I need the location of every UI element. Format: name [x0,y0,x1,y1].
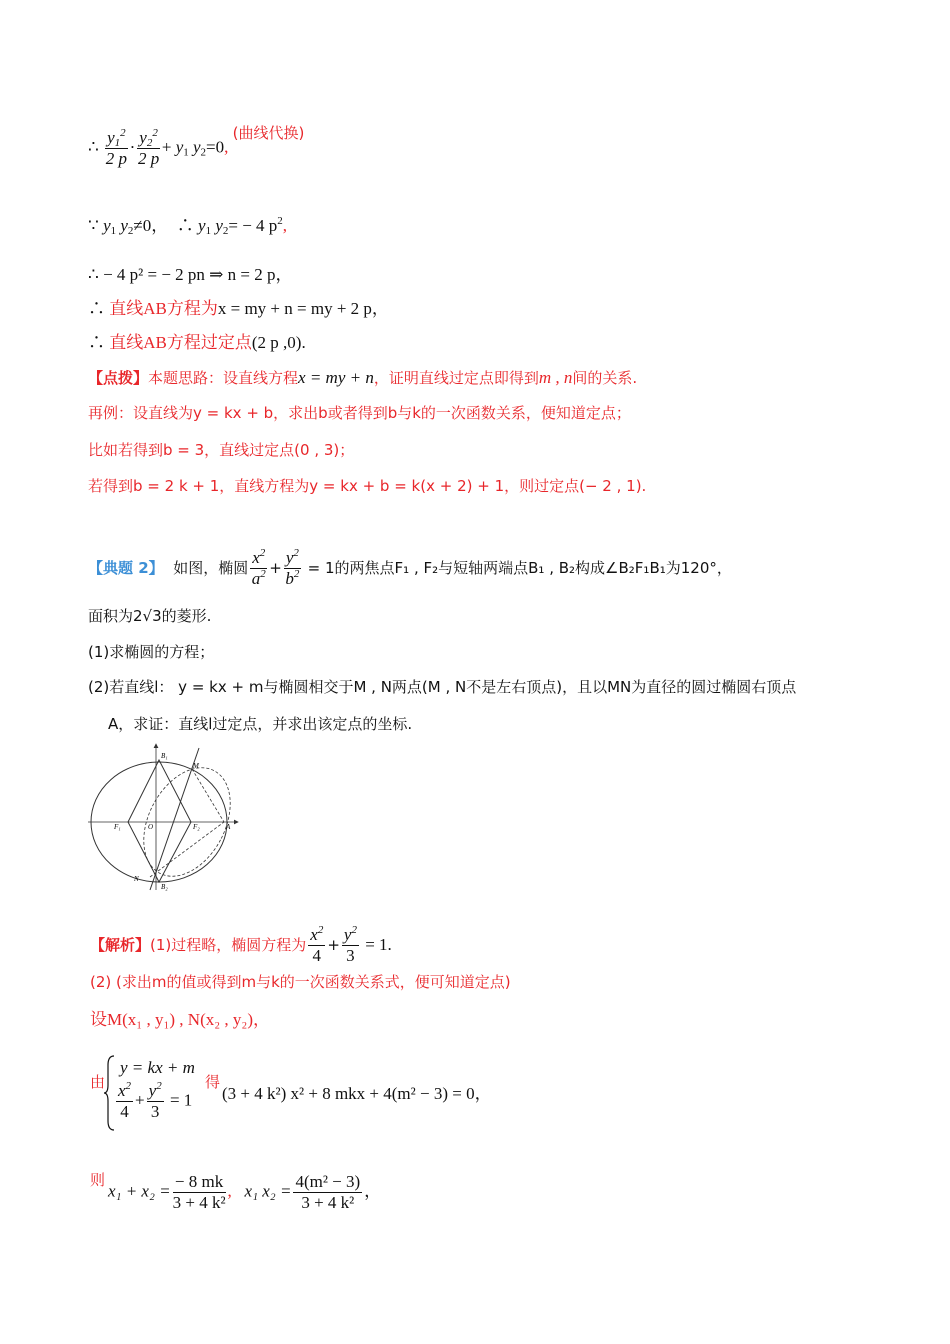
solution-1-text: (1)过程略，椭圆方程为 [150,936,307,954]
question-2-cont-text: A，求证：直线l过定点，并求出该定点的坐标. [108,715,413,733]
segment-MA [192,769,224,822]
problem-line-2 [88,606,211,626]
label-B1: B₁ [161,752,168,760]
question-2-text: (2)若直线l： y = kx + m与椭圆相交于M , N两点(M , N不是左右顶点)，且以MN为直径的圆过椭圆右顶点 [88,678,797,696]
example-1-line [88,440,354,460]
example-1-text: 比如若得到b = 3，直线过定点(0 , 3)； [88,441,355,459]
result-text: = − 4 p [228,216,278,235]
problem-line-1: 【典题 2】 如图，椭圆 $\frac{x^2}{a^2}$ + $\frac{y^2}{b^2}$ = 1的两焦点F₁ , F₂与短轴两端点B₁ , B₂构成∠B₂F₁B₁为120°， [88,547,732,588]
label: 直线AB方程过定点 [109,333,252,352]
fraction-sum [173,1172,226,1213]
fraction-prod [293,1172,362,1213]
solution-2-text: (2) (求出m的值或得到m与k的一次函数关系式，便可知道定点) [90,973,511,991]
question-2 [88,677,796,697]
eq-line-2: ∵ $y_1$ $y_2\ne 0$， ∴ $y_1$ $y_2= - 4$ $p^2$, [88,215,288,237]
problem-intro: 如图，椭圆 [173,559,249,577]
fraction-x2-a2: $\frac{x^2}{a^2}$ [251,547,266,588]
because-symbol: ∵ [88,216,99,235]
neq-zero: ≠0， [133,216,169,235]
sys-line-1 [120,1058,195,1078]
label-O: O [148,823,154,831]
label-N: N [134,875,139,883]
solution-line-2 [90,972,511,992]
again-line [88,403,631,423]
quadratic-result [222,1084,492,1104]
therefore-symbol-2: ∴ [176,216,194,235]
again-text: 再例：设直线为y = kx + b，求出b或者得到b与k的一次函数关系，便知道定点； [88,404,631,422]
vieta-line: x₁ + x₂ = $\frac{- 8 mk}{\text{3 + 4 k²}}$ , x₁ x₂ = $\frac{\text{4(m² − 3)}}{\text{3 + 4 k²}}$ ， [108,1172,382,1212]
ze-text: 则 [90,1171,106,1189]
fraction-x2-4b: $\frac{x^2}{4}$ [118,1080,132,1121]
label-B2: B₂ [161,883,168,891]
prefix: ∴ [88,299,110,318]
label-A: A [226,823,231,831]
sys-prefix: 由 [90,1073,106,1091]
problem-line-2-text: 面积为2√3的菱形. [88,607,212,625]
eq-line-3 [88,265,293,285]
vieta-end: ， [364,1181,382,1201]
question-2-cont [108,714,412,734]
eq-line-1: ∴ $\frac{y_1^2}{2 p}$ · $\frac{y_2^2}{2 p}$ + $y_1$ $y_2=0$, (曲线代换) [88,124,305,168]
quadratic-result-text: (3 + 4 k²) x² + 8 mkx + 4(m² − 3) = 0， [222,1084,492,1103]
solution-3-text: 设M(x₁ , y₁) , N(x₂ , y₂)， [90,1010,270,1029]
therefore-symbol: ∴ [88,137,99,157]
label-F2: F₂ [193,823,200,831]
sys-line-2: $\frac{x^2}{4}$ + $\frac{y^2}{3}$ = 1 [118,1080,193,1121]
problem-eq-rest: = 1的两焦点F₁ , F₂与短轴两端点B₁ , B₂构成∠B₂F₁B₁为120°， [302,559,732,577]
point: (2 p ,0). [251,333,306,352]
sys-line-1-text: y = kx + m [120,1058,195,1077]
hint-text-1: 本题思路：设直线方程 [148,369,299,387]
hint-text-3: 间的关系. [572,369,638,387]
eq-line-5 [88,333,306,353]
note-curve-substitution: (曲线代换) [232,124,305,143]
label: 直线AB方程为 [109,299,218,318]
hint-eq: x = my + n [298,368,374,387]
de-text: 得 [205,1073,221,1091]
sys-line-2-end: = 1 [165,1090,193,1110]
fraction-y2-3: $\frac{y^2}{3}$ [343,924,357,965]
hint-vars: m , n [538,368,573,387]
sum-den: 3 + 4 k² [172,1193,226,1212]
ellipse-figure [86,742,242,892]
sum-num: − 8 mk [173,1172,226,1193]
label-M: M [193,762,199,770]
fraction-y2-3b: $\frac{y^2}{3}$ [148,1080,162,1121]
hint-line [88,368,637,388]
sum-lhs: x₁ + x₂ = [108,1181,171,1201]
solution-line-3 [90,1010,270,1030]
eq-line-3-text: ∴ − 4 p² = − 2 pn ⇒ n = 2 p， [88,265,293,284]
eq-line-4 [88,299,389,319]
prod-lhs: x₁ x₂ = [244,1181,292,1201]
question-1 [88,642,214,662]
label-F1: F₁ [114,823,121,831]
example-2-line [88,476,646,496]
hint-tag: 【点拨】 [88,369,149,387]
solution-line-1: 【解析】(1)过程略，椭圆方程为 $\frac{x^2}{4}$ + $\frac{y^2}{3}$ = 1. [90,924,392,965]
equation: x = my + n = my + 2 p， [217,299,389,318]
prod-num: 4(m² − 3) [295,1172,361,1191]
fraction-y2: $\frac{y_2^2}{2 p}$ [137,127,160,168]
solution-tag: 【解析】 [90,936,151,954]
fraction-x2-4: $\frac{x^2}{4}$ [310,924,324,965]
question-1-text: (1)求椭圆的方程； [88,643,215,661]
hint-text-2: ，证明直线过定点即得到 [373,369,539,387]
example-2-text: 若得到b = 2 k + 1，直线方程为y = kx + b = k(x + 2) + 1，则过定点(− 2 , 1). [88,477,647,495]
fraction-y1: $\frac{y_1^2}{2 p}$ [105,127,127,168]
prod-den: 3 + 4 k² [301,1193,355,1212]
solution-1-end: = 1. [360,935,392,954]
fraction-y2-b2: $\frac{y^2}{b^2}$ [285,547,300,588]
prefix: ∴ [88,333,110,352]
problem-tag: 【典题 2】 [88,559,164,577]
